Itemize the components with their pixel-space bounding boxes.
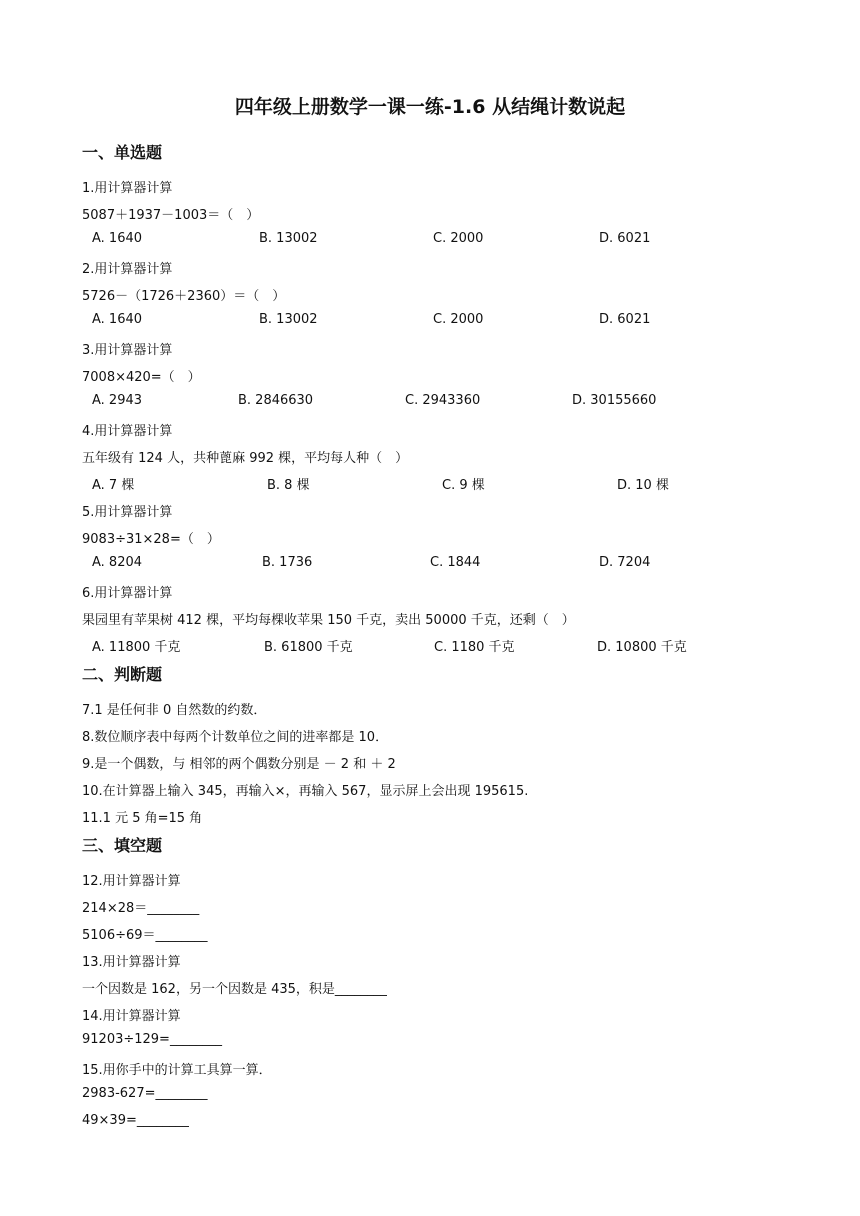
answer-options: [0, 231, 860, 249]
question-expression: 5726－（1726＋2360）＝（ ）: [82, 289, 286, 304]
question-prompt: 1.用计算器计算: [82, 181, 173, 196]
answer-options: [0, 312, 860, 330]
section-heading-fill-blank: 三、填空题: [82, 836, 163, 855]
option-b[interactable]: B. 13002: [259, 231, 318, 246]
question-expression: 7008×420=（ ）: [82, 370, 201, 385]
option-b[interactable]: B. 1736: [262, 555, 313, 570]
option-d[interactable]: D. 10800 千克: [597, 640, 687, 655]
judgement-item: 10.在计算器上输入 345，再输入×，再输入 567，显示屏上会出现 195615.: [82, 784, 529, 799]
option-b[interactable]: B. 2846630: [238, 393, 314, 408]
option-c[interactable]: C. 1844: [430, 555, 481, 570]
question-prompt: 4.用计算器计算: [82, 424, 173, 439]
option-d[interactable]: D. 7204: [599, 555, 651, 570]
judgement-item: 9.是一个偶数，与 相邻的两个偶数分别是 － 2 和 ＋ 2: [82, 757, 396, 772]
option-b[interactable]: B. 8 棵: [267, 478, 310, 493]
option-a[interactable]: A. 2943: [92, 393, 143, 408]
option-d[interactable]: D. 6021: [599, 231, 651, 246]
judgement-item: 7.1 是任何非 0 自然数的约数．: [82, 703, 267, 718]
judgement-item: 11.1 元 5 角=15 角: [82, 811, 203, 826]
fill-item: 214×28＝________: [82, 901, 200, 916]
option-d[interactable]: D. 10 棵: [617, 478, 669, 493]
question-prompt: 3.用计算器计算: [82, 343, 173, 358]
fill-item: 2983-627=________: [82, 1086, 208, 1101]
section-heading-true-false: 二、判断题: [82, 665, 163, 684]
question-prompt: 2.用计算器计算: [82, 262, 173, 277]
fill-item: 5106÷69＝________: [82, 928, 208, 943]
answer-options: [0, 555, 860, 573]
option-b[interactable]: B. 61800 千克: [264, 640, 353, 655]
answer-options: [0, 474, 860, 492]
fill-item: 12.用计算器计算: [82, 874, 181, 889]
question-expression: 9083÷31×28=（ ）: [82, 532, 220, 547]
section-heading-single-choice: 一、单选题: [82, 143, 163, 162]
option-a[interactable]: A. 1640: [92, 231, 143, 246]
question-expression: 果园里有苹果树 412 棵，平均每棵收苹果 150 千克，卖出 50000 千克，还剩（ ）: [82, 613, 575, 628]
option-a[interactable]: A. 8204: [92, 555, 143, 570]
option-a[interactable]: A. 1640: [92, 312, 143, 327]
fill-item: 14.用计算器计算: [82, 1009, 181, 1024]
fill-item: 15.用你手中的计算工具算一算．: [82, 1063, 272, 1078]
fill-item: 49×39=________: [82, 1113, 189, 1128]
question-expression: 5087＋1937－1003＝（ ）: [82, 208, 260, 223]
option-c[interactable]: C. 1180 千克: [434, 640, 515, 655]
answer-options: [0, 393, 860, 411]
answer-options: [0, 636, 860, 654]
option-c[interactable]: C. 2943360: [405, 393, 481, 408]
option-a[interactable]: A. 7 棵: [92, 478, 135, 493]
question-expression: 五年级有 124 人，共种蓖麻 992 棵，平均每人种（ ）: [82, 451, 409, 466]
option-b[interactable]: B. 13002: [259, 312, 318, 327]
option-a[interactable]: A. 11800 千克: [92, 640, 181, 655]
page-title: 四年级上册数学一课一练-1.6 从结绳计数说起: [234, 96, 626, 118]
option-d[interactable]: D. 30155660: [572, 393, 657, 408]
judgement-item: 8.数位顺序表中每两个计数单位之间的进率都是 10．: [82, 730, 389, 745]
option-d[interactable]: D. 6021: [599, 312, 651, 327]
fill-item: 一个因数是 162，另一个因数是 435，积是________: [82, 982, 387, 997]
fill-item: 91203÷129=________: [82, 1032, 222, 1047]
option-c[interactable]: C. 2000: [433, 231, 484, 246]
question-prompt: 6.用计算器计算: [82, 586, 173, 601]
fill-item: 13.用计算器计算: [82, 955, 181, 970]
option-c[interactable]: C. 2000: [433, 312, 484, 327]
option-c[interactable]: C. 9 棵: [442, 478, 485, 493]
question-prompt: 5.用计算器计算: [82, 505, 173, 520]
